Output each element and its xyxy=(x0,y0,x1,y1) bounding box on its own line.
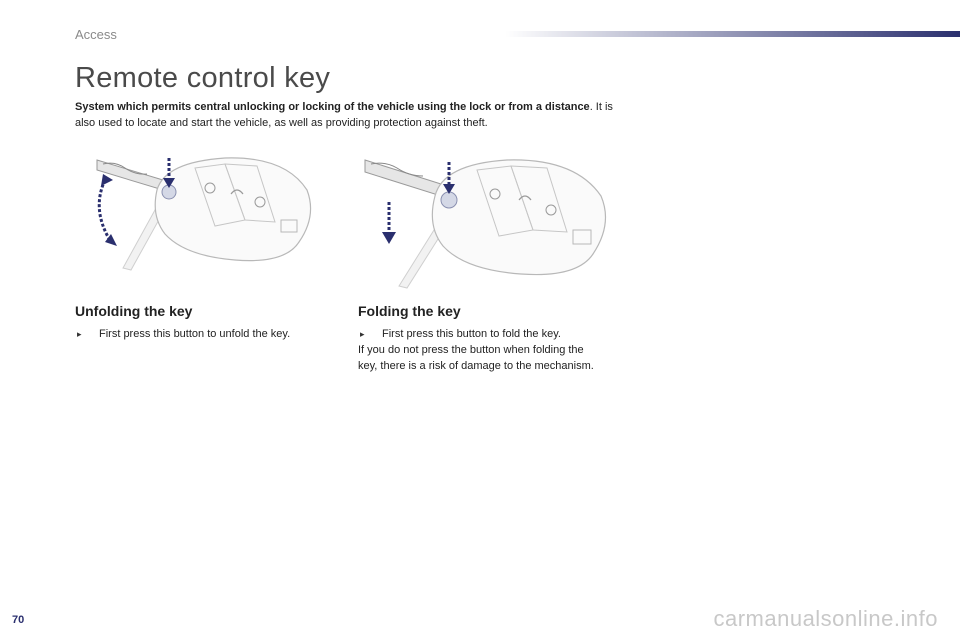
instruction-unfolding-text: First press this button to unfold the key. xyxy=(99,328,291,340)
key-fob-unfold-icon xyxy=(85,150,325,280)
illustration-fold-key xyxy=(355,150,625,295)
page-title: Remote control key xyxy=(75,62,331,94)
watermark: carmanualsonline.info xyxy=(713,606,938,631)
triangle-bullet-icon: ▸ xyxy=(360,329,365,339)
section-label: Access xyxy=(75,27,117,42)
heading-folding: Folding the key xyxy=(358,303,461,319)
intro-rest-text: . It is also used to locate and start the vehicle, as well as providing protection against theft. xyxy=(75,101,613,129)
folding-warning-note: If you do not press the button when folding the key, there is a risk of damage to the mechanism. xyxy=(358,344,594,372)
intro-paragraph xyxy=(75,99,635,131)
instruction-folding xyxy=(360,326,610,343)
heading-unfolding: Unfolding the key xyxy=(75,303,193,319)
instruction-unfolding xyxy=(77,326,337,343)
header-bar xyxy=(505,31,960,37)
instruction-folding-text: First press this button to fold the key. xyxy=(382,328,561,340)
triangle-bullet-icon: ▸ xyxy=(77,329,82,339)
intro-bold-text: System which permits central unlocking or locking of the vehicle using the lock or from a distance xyxy=(75,101,590,113)
illustration-unfold-key xyxy=(85,150,325,280)
key-fob-fold-icon xyxy=(355,150,625,295)
page-number: 70 xyxy=(12,614,25,626)
